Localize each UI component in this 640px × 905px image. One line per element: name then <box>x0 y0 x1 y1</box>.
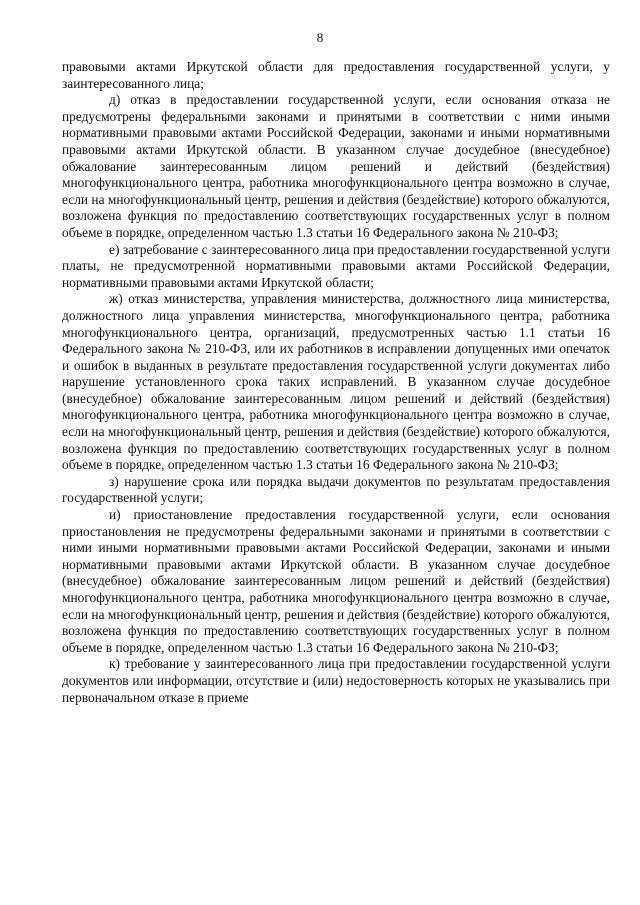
page-number: 8 <box>316 30 324 45</box>
paragraph-continued: правовыми актами Иркутской области для предоставления государственной услуги, у заинтересованного лица; <box>62 59 610 91</box>
paragraph-item-z: з) нарушение срока или порядка выдачи документов по результатам предоставления государственной услуги; <box>62 473 610 506</box>
paragraph-item-d: д) отказ в предоставлении государственной услуги, если основания отказа не предусмотрены федеральными законами и принятыми в соответствии с ними иными нормативными правовыми актами Российской Федерации, законами и иными нормативными правовыми актами Иркутской области. В указанном случае досудебное (внесудебное) обжалование заинтересованным лицом решений и действий (бездействия) многофункционального центра, работника многофункционального центра возможно в случае, если на многофункциональный центр, решения и действия (бездействие) которого обжалуются, возложена функция по предоставлению соответствующих государственных услуг в полном объеме в порядке, определенном частью 1.3 статьи 16 Федерального закона № 210-ФЗ; <box>62 92 610 240</box>
paragraph-item-i: и) приостановление предоставления государственной услуги, если основания приостановления не предусмотрены федеральными законами и принятыми в соответствии с ними иными нормативными правовыми актами Российской Федерации, законами и иными нормативными правовыми актами Иркутской области. В указанном случае досудебное (внесудебное) обжалование заинтересованным лицом решений и действий (бездействия) многофункционального центра, работника многофункционального центра возможно в случае, если на многофункциональный центр, решения и действия (бездействие) которого обжалуются, возложена функция по предоставлению соответствующих государственных услуг в полном объеме в порядке, определенном частью 1.3 статьи 16 Федерального закона № 210-ФЗ; <box>62 507 610 655</box>
paragraph-item-k: к) требование у заинтересованного лица при предоставлении государственной услуги документов или информации, отсутствие и (или) недостоверность которых не указывались при первоначальном отказе в приеме <box>62 656 610 705</box>
document-body <box>62 59 610 706</box>
paragraph-item-zh: ж) отказ министерства, управления министерства, должностного лица министерства, должностного лица управления министерства, многофункционального центра, работника многофункционального центра, организаций, предусмотренных частью 1.1 статьи 16 Федерального закона № 210-ФЗ, или их работников в исправлении допущенных ими опечаток и ошибок в выданных в результате предоставления государственной услуги документах либо нарушение установленного срока таких исправлений. В указанном случае досудебное (внесудебное) обжалование заинтересованным лицом решений и действий (бездействия) многофункционального центра, работника многофункционального центра возможно в случае, если на многофункциональный центр, решения и действия (бездействие) которого обжалуются, возложена функция по предоставлению соответствующих государственных услуг в полном объеме в порядке, определенном частью 1.3 статьи 16 Федерального закона № 210-ФЗ; <box>62 291 610 473</box>
paragraph-item-e: е) затребование с заинтересованного лица при предоставлении государственной услуги платы, не предусмотренной нормативными правовыми актами Российской Федерации, нормативными правовыми актами Иркутской области; <box>62 241 610 290</box>
